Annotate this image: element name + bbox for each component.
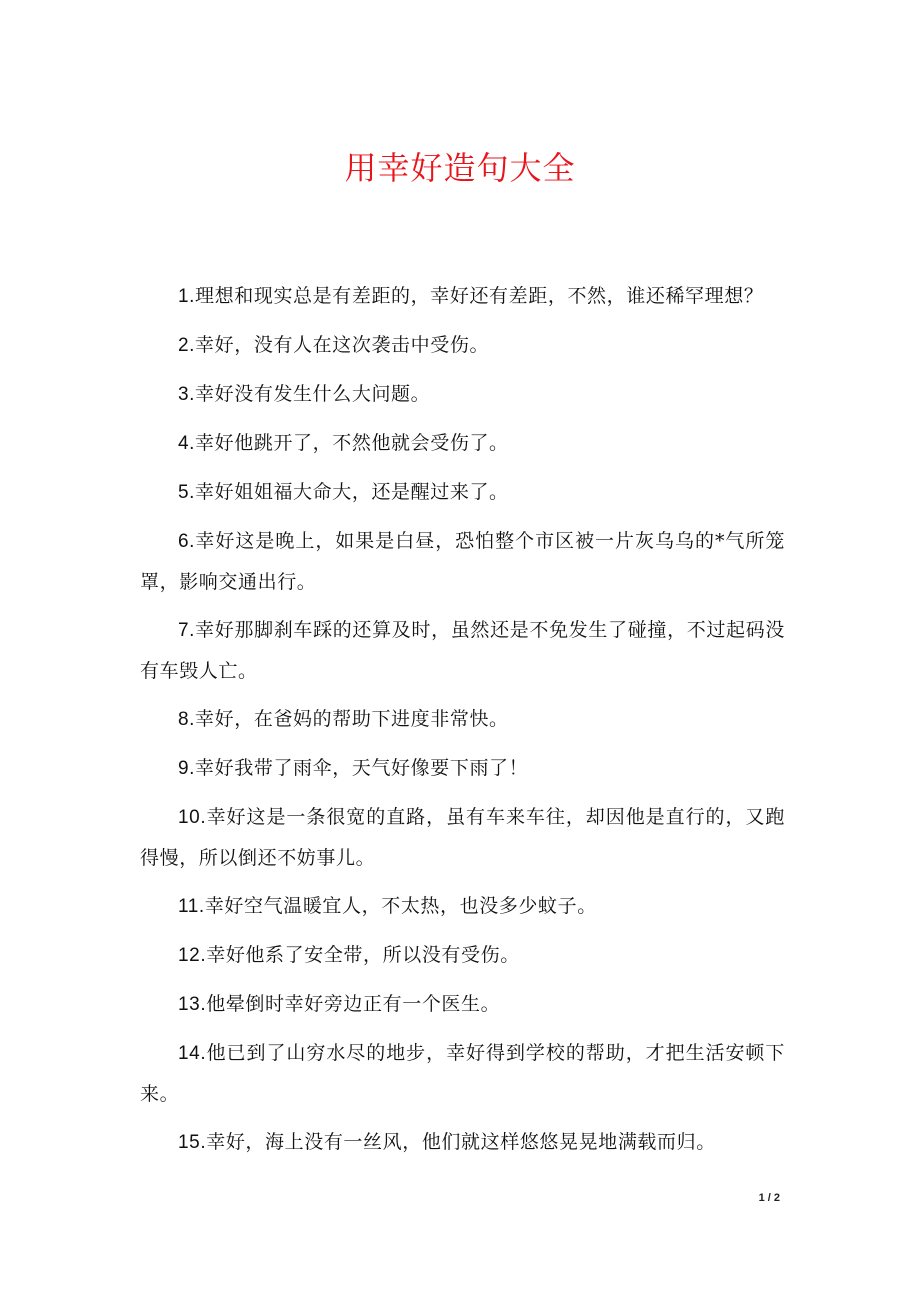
item-text: 他晕倒时幸好旁边正有一个医生。 (206, 993, 501, 1015)
item-text: 幸好他系了安全带，所以没有受伤。 (206, 944, 520, 966)
item-number: 1. (178, 286, 196, 307)
item-text: 幸好这是晚上，如果是白昼，恐怕整个市区被一片灰乌乌的*气所笼罩，影响交通出行。 (140, 530, 785, 593)
item-text: 幸好这是一条很宽的直路，虽有车来车往，却因他是直行的，又跑得慢，所以倒还不妨事儿。 (140, 806, 785, 869)
item-number: 6. (178, 531, 196, 552)
list-item (140, 374, 785, 415)
list-item (140, 521, 785, 602)
list-item (140, 935, 785, 976)
item-number: 8. (178, 709, 196, 730)
page-indicator: 1 / 2 (758, 1192, 780, 1204)
item-text: 理想和现实总是有差距的，幸好还有差距，不然，谁还稀罕理想？ (195, 285, 764, 307)
item-number: 9. (178, 758, 196, 779)
sentence-list (140, 276, 785, 1171)
item-number: 7. (178, 620, 196, 641)
item-text: 幸好，在爸妈的帮助下进度非常快。 (195, 708, 509, 730)
item-number: 4. (178, 433, 196, 454)
list-item (140, 423, 785, 464)
list-item (140, 1122, 785, 1163)
item-text: 幸好，没有人在这次袭击中受伤。 (195, 334, 490, 356)
item-text: 幸好我带了雨伞，天气好像要下雨了！ (195, 757, 529, 779)
page-title: 用幸好造句大全 (344, 149, 576, 187)
list-item (140, 1033, 785, 1114)
item-number: 15. (178, 1132, 207, 1153)
item-text: 幸好，海上没有一丝风，他们就这样悠悠晃晃地满载而归。 (206, 1131, 716, 1153)
item-number: 3. (178, 384, 196, 405)
item-text: 幸好姐姐福大命大，还是醒过来了。 (195, 481, 509, 503)
item-number: 14. (178, 1043, 207, 1064)
list-item (140, 699, 785, 740)
item-number: 2. (178, 335, 196, 356)
item-number: 13. (178, 994, 207, 1015)
item-number: 10. (178, 807, 207, 828)
list-item (140, 472, 785, 513)
list-item (140, 797, 785, 878)
list-item (140, 610, 785, 691)
item-number: 12. (178, 945, 207, 966)
item-text: 幸好没有发生什么大问题。 (195, 383, 431, 405)
item-number: 11. (178, 896, 205, 917)
item-number: 5. (178, 482, 196, 503)
list-item (140, 748, 785, 789)
list-item (140, 325, 785, 366)
item-text: 幸好那脚刹车踩的还算及时，虽然还是不免发生了碰撞，不过起码没有车毁人亡。 (140, 619, 785, 682)
list-item (140, 984, 785, 1025)
list-item (140, 276, 785, 317)
item-text: 幸好空气温暖宜人，不太热，也没多少蚊子。 (204, 895, 597, 917)
list-item (140, 886, 785, 927)
item-text: 他已到了山穷水尽的地步，幸好得到学校的帮助，才把生活安顿下来。 (140, 1042, 785, 1105)
item-text: 幸好他跳开了，不然他就会受伤了。 (195, 432, 509, 454)
